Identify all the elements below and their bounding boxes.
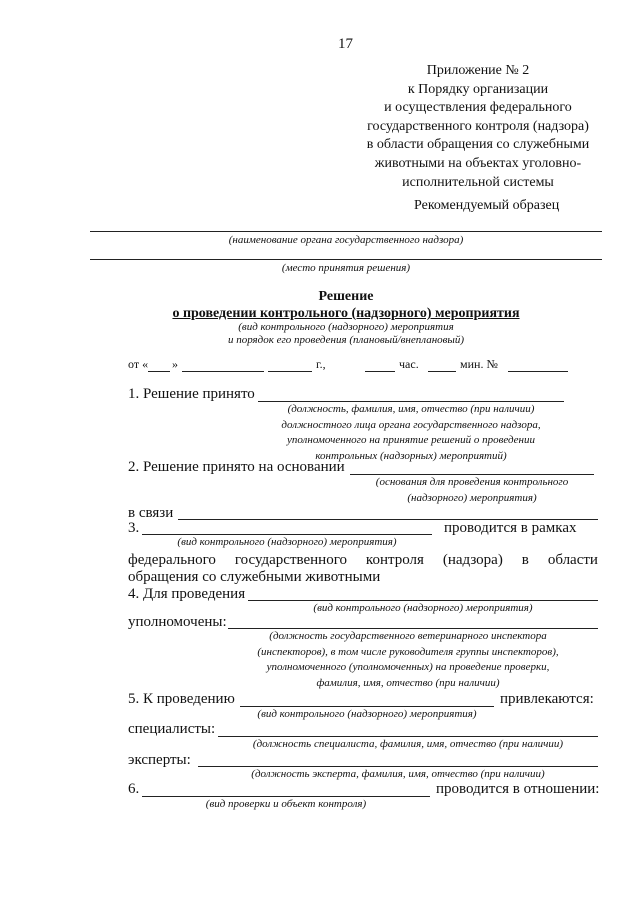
appendix-line: и осуществления федерального	[384, 100, 572, 116]
minute-field[interactable]	[428, 371, 456, 372]
authority-caption: (наименование органа государственного надзора)	[228, 234, 464, 246]
in-connection-label: в связи	[128, 505, 174, 521]
authorized-caption-line: фамилия, имя, отчество (при наличии)	[316, 676, 500, 689]
experts-label: эксперты:	[128, 752, 191, 768]
item5-label: 5. К проведению	[128, 691, 235, 707]
date-from-label: от «	[128, 357, 149, 371]
document-title: Решение	[318, 289, 374, 304]
place-caption: (место принятия решения)	[281, 262, 411, 274]
appendix-line: Приложение № 2	[426, 63, 530, 78]
item3-number: 3.	[128, 520, 140, 536]
appendix-line: к Порядку организации	[407, 81, 549, 97]
item3-word: контроля	[365, 552, 424, 568]
day-field[interactable]	[148, 371, 170, 372]
authorized-caption	[218, 629, 598, 691]
appendix-line: государственного контроля (надзора)	[367, 118, 589, 134]
item2-caption-line: (надзорного) мероприятия)	[407, 491, 537, 504]
item3-word: (надзора)	[442, 552, 503, 568]
item4-caption: (вид контрольного (надзорного) мероприятия)	[313, 602, 533, 614]
authority-line[interactable]	[90, 231, 602, 232]
place-line[interactable]	[90, 259, 602, 260]
item5-caption: (вид контрольного (надзорного) мероприятия)	[257, 708, 477, 720]
month-field[interactable]	[182, 371, 264, 372]
item6-tail: проводится в отношении:	[436, 781, 600, 797]
item1-caption-line: должностного лица органа государственного надзора,	[281, 418, 541, 431]
item1-label: 1. Решение принято	[128, 386, 255, 402]
item1-caption-line: уполномоченного на принятие решений о проведении	[286, 434, 536, 446]
authorized-caption-line: (инспекторов), в том числе руководителя группы инспекторов),	[257, 645, 559, 658]
specialists-label: специалисты:	[128, 721, 216, 737]
page-number: 17	[338, 36, 353, 52]
subtitle-caption-line: и порядок его проведения (плановый/внеплановый)	[227, 334, 465, 346]
year-field[interactable]	[268, 371, 312, 372]
item3-tail: проводится в рамках	[444, 520, 577, 536]
experts-caption: (должность эксперта, фамилия, имя, отчество (при наличии)	[251, 768, 545, 780]
item1-caption	[258, 402, 564, 464]
appendix-block	[358, 62, 598, 192]
item3-word: федерального	[128, 552, 216, 568]
item1-caption-line: контрольных (надзорных) мероприятий)	[315, 449, 507, 462]
document-subtitle: о проведении контрольного (надзорного) мероприятия	[172, 306, 520, 321]
number-field[interactable]	[508, 371, 568, 372]
item3-caption: (вид контрольного (надзорного) мероприятия)	[177, 536, 397, 548]
item6-caption: (вид проверки и объект контроля)	[205, 798, 367, 810]
minute-number-label: мин. №	[460, 357, 498, 371]
item5-tail: привлекаются:	[500, 691, 594, 707]
item2-caption	[350, 475, 594, 506]
item4-label: 4. Для проведения	[128, 586, 246, 602]
item2-caption-line: (основания для проведения контрольного	[375, 476, 569, 488]
date-line	[0, 357, 640, 377]
appendix-line: животными на объектах уголовно-	[374, 155, 582, 171]
item1-caption-line: (должность, фамилия, имя, отчество (при наличии)	[287, 403, 535, 415]
authorized-caption-line: уполномоченного (уполномоченных) на проведение проверки,	[266, 661, 550, 673]
appendix-line: исполнительной системы	[402, 174, 554, 190]
hour-field[interactable]	[365, 371, 395, 372]
item2-label: 2. Решение принято на основании	[128, 459, 345, 475]
recommended-sample: Рекомендуемый образец	[414, 198, 560, 213]
item3-line2: обращения со служебными животными	[128, 569, 381, 585]
date-quote: »	[172, 357, 178, 371]
specialists-caption: (должность специалиста, фамилия, имя, отчество (при наличии)	[252, 738, 564, 750]
item6-number: 6.	[128, 781, 140, 797]
year-label: г.,	[316, 357, 326, 371]
authorized-caption-line: (должность государственного ветеринарного инспектора	[269, 630, 547, 642]
subtitle-caption	[90, 321, 602, 347]
item3-word: области	[547, 552, 598, 568]
item3-word: в	[521, 552, 529, 568]
item3-justified-line	[128, 552, 598, 569]
appendix-line: в области обращения со служебными	[366, 137, 590, 153]
item3-word: государственного	[234, 552, 347, 568]
hour-label: час.	[399, 357, 419, 371]
subtitle-caption-line: (вид контрольного (надзорного) мероприятия	[238, 321, 454, 333]
authorized-label: уполномочены:	[128, 614, 227, 630]
